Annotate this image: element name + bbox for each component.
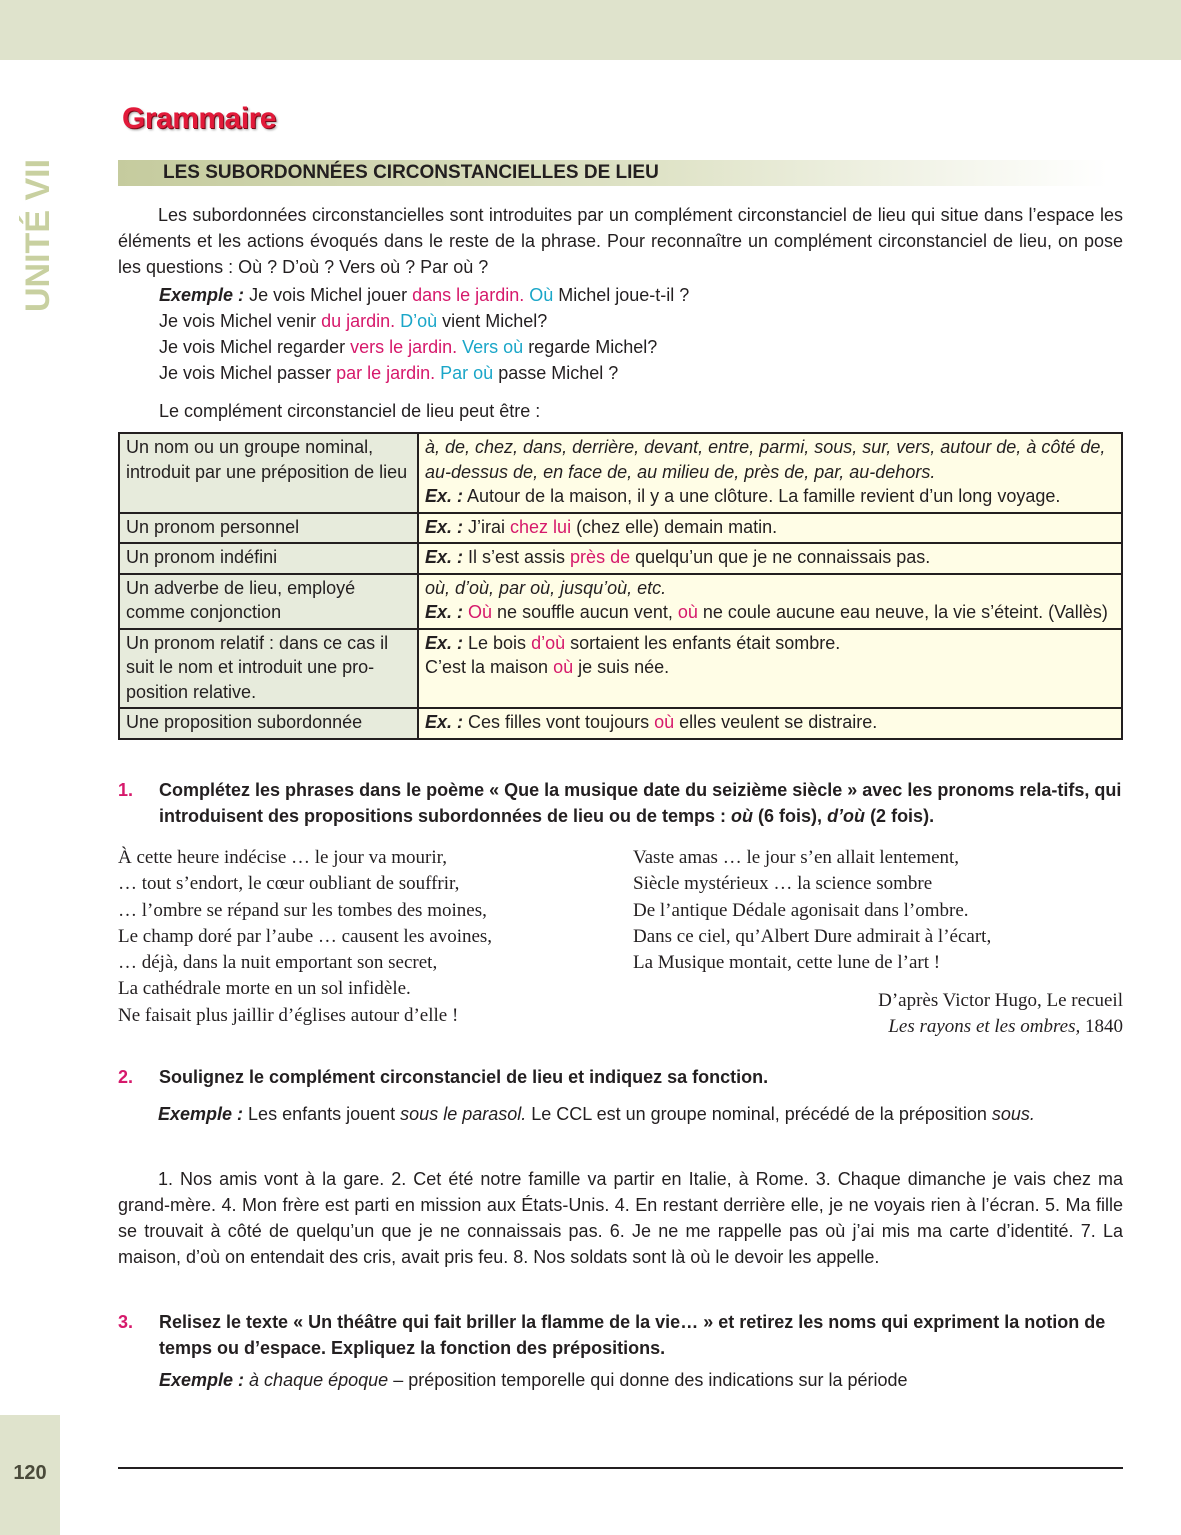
example-text: passe Michel ? xyxy=(493,363,619,383)
row-label: Un pronom relatif : dans ce cas il suit le nom et introduit une pro-position relative. xyxy=(119,629,418,709)
poem-line: Ne faisait plus jaillir d’églises autour d’elle ! xyxy=(118,1004,459,1026)
ex-highlight: d’où xyxy=(531,632,566,653)
ex-text: Ces filles vont toujours xyxy=(463,712,655,732)
row-content xyxy=(418,629,1122,709)
poem-line: … déjà, dans la nuit emportant son secret, xyxy=(118,952,438,974)
table-row xyxy=(119,513,1122,544)
poem-line: … tout s’endort, le cœur oubliant de souffrir, xyxy=(118,873,460,895)
ex-label: Ex. : xyxy=(425,602,464,622)
poem-line: La Musique montait, cette lune de l’art ! xyxy=(633,952,941,974)
example-text: Je vois Michel regarder xyxy=(159,337,351,357)
poem-line: Le champ doré par l’aube … causent les avoines, xyxy=(118,925,493,947)
example-question: Où xyxy=(529,285,554,305)
poem-line: La cathédrale morte en un sol infidèle. xyxy=(118,978,411,1000)
table-row xyxy=(119,543,1122,574)
q2-exercise-body: 1. Nos amis vont à la gare. 2. Cet été notre famille va partir en Italie, à Rome. 3. Chaque dimanche je vais chez ma grand-mère. 4. Mon frère est parti en mission aux États-Unis. 4. En restant derrière elle, je ne voyais rien à l’écran. 5. Ma fille se trouvait à côté de quelqu’un que je ne connaissais pas. 6. Je ne me rappelle pas où j’ai mis ma carte d’identité. 7. La maison, d’où on entendait des cris, avait pris feu. 8. Nos soldats sont là où le devoir les appelle. xyxy=(118,1169,1123,1267)
ex-label: Ex. : xyxy=(425,486,464,506)
ex-label: Ex. : xyxy=(425,632,464,653)
example-highlight: vers le jardin. xyxy=(350,337,458,357)
ex-text: sortaient les enfants était sombre. xyxy=(565,632,841,653)
ex-label: Exemple : xyxy=(159,1370,245,1390)
example-line xyxy=(159,282,689,308)
example-question: Par où xyxy=(440,363,494,383)
table-intro: Le complément circonstanciel de lieu peut être : xyxy=(159,401,541,421)
table-row xyxy=(119,433,1122,513)
row-label: Un pronom indéfini xyxy=(119,543,418,574)
ex-italic: sous le parasol. xyxy=(400,1104,527,1124)
ex-text: C’est la maison xyxy=(425,657,554,677)
ex-label: Ex. : xyxy=(425,516,464,537)
ex-highlight: où xyxy=(677,602,698,622)
ex-text: Le bois xyxy=(463,632,532,653)
bottom-rule xyxy=(118,1467,1123,1469)
row-label: Un pronom personnel xyxy=(119,513,418,544)
intro-paragraph: Les subordonnées circonstancielles sont introduites par un complément circonstanciel de lieu qui situe dans l’espace les éléments et les actions évoqués dans le reste de la phrase. Pour reconnaître un complément circonstanciel de lieu, on pose les questions : Où ? D’où ? Vers où ? Par où ? xyxy=(118,205,1123,277)
question-text: Soulignez le complément circonstanciel de lieu et indiquez sa fonction. xyxy=(159,1067,769,1087)
row-content xyxy=(418,543,1122,574)
poem-right-column xyxy=(633,845,991,976)
ex-italic: sous. xyxy=(991,1104,1035,1124)
example-question: Vers où xyxy=(462,337,524,357)
subheading-bar xyxy=(118,160,1108,186)
top-band xyxy=(0,0,1181,60)
examples-block xyxy=(159,282,689,386)
ex-text: Il s’est assis xyxy=(463,547,571,567)
row-content xyxy=(418,708,1122,739)
q2-example xyxy=(118,1101,1123,1127)
q1-mid: (6 fois), xyxy=(753,806,828,826)
question-number: 3. xyxy=(118,1312,134,1332)
poem-line: Dans ce ciel, qu’Albert Dure admirait à l’écart, xyxy=(633,925,992,947)
q1-text: Complétez les phrases dans le poème « Que la musique date du seizième siècle » avec les pronoms rela-tifs, qui introduisent des propositions subordonnées de lieu ou de temps : xyxy=(159,780,1122,826)
ex-label: Ex. : xyxy=(425,712,464,732)
row-label: Un nom ou un groupe nominal, introduit par une préposition de lieu xyxy=(119,433,418,513)
ex-text: – préposition temporelle qui donne des indications sur la période xyxy=(388,1370,908,1390)
ex-text: J’irai xyxy=(463,516,511,537)
row-label: Un adverbe de lieu, employé comme conjonction xyxy=(119,574,418,629)
ex-text: ne coule aucune eau neuve, la vie s’éteint. (Vallès) xyxy=(697,602,1108,622)
ex-text: ne souffle aucun vent, xyxy=(492,602,678,622)
ex-text: elles veulent se distraire. xyxy=(674,712,878,732)
attribution-work-line xyxy=(878,1014,1123,1040)
row-content xyxy=(418,513,1122,544)
ex-highlight: chez lui xyxy=(510,516,572,537)
table-row xyxy=(119,708,1122,739)
example-text: Je vois Michel passer xyxy=(159,363,337,383)
attribution-work: Les rayons et les ombres, xyxy=(888,1016,1081,1037)
section-title: Grammaire xyxy=(122,102,276,135)
example-highlight: du jardin. xyxy=(321,311,396,331)
row-content xyxy=(418,574,1122,629)
ex-text: Autour de la maison, il y a une clôture. La famille revient d’un long voyage. xyxy=(463,486,1061,506)
ex-highlight: près de xyxy=(570,547,631,567)
preposition-list: à, de, chez, dans, derrière, devant, entre, parmi, sous, sur, vers, autour de, à côté de, au-dessus de, en face de, au milieu de, près de, par, au-dehors. xyxy=(425,437,1106,482)
example-text: Je vois Michel jouer xyxy=(249,285,413,305)
page-number: 120 xyxy=(13,1462,47,1484)
example-highlight: dans le jardin. xyxy=(412,285,525,305)
ex-highlight: où xyxy=(654,712,675,732)
q3-example xyxy=(159,1367,1123,1393)
question-text: Relisez le texte « Un théâtre qui fait briller la flamme de la vie… » et retirez les noms qui expriment la notion de temps ou d’espace. Expliquez la fonction des prépositions. xyxy=(159,1312,1106,1358)
example-question: D’où xyxy=(400,311,438,331)
q1-end: (2 fois). xyxy=(865,806,935,826)
poem-line: Vaste amas … le jour s’en allait lentement, xyxy=(633,847,960,868)
attribution-author: D’après Victor Hugo, Le recueil xyxy=(878,990,1123,1011)
table-row xyxy=(119,574,1122,629)
question-3 xyxy=(118,1309,1123,1361)
row-label: Une proposition subordonnée xyxy=(119,708,418,739)
grammar-table xyxy=(118,432,1123,740)
row-content xyxy=(418,433,1122,513)
poem-attribution xyxy=(878,988,1123,1040)
ex-highlight: où xyxy=(553,657,574,677)
example-text: regarde Michel? xyxy=(523,337,658,357)
poem-line: Siècle mystérieux … la science sombre xyxy=(633,873,933,895)
adverb-list: où, d’où, par où, jusqu’où, etc. xyxy=(425,577,667,598)
ex-highlight: Où xyxy=(468,602,493,622)
ex-text: Le CCL est un groupe nominal, précédé de la préposition xyxy=(526,1104,992,1124)
question-text xyxy=(159,777,1123,829)
ex-text: je suis née. xyxy=(573,657,670,677)
poem-line: De l’antique Dédale agonisait dans l’ombre. xyxy=(633,899,969,921)
ex-text: (chez elle) demain matin. xyxy=(571,516,778,537)
question-1 xyxy=(118,777,1123,829)
example-text: Michel joue-t-il ? xyxy=(553,285,690,305)
table-row xyxy=(119,629,1122,709)
q1-ou: où xyxy=(731,806,754,826)
example-text: vient Michel? xyxy=(437,311,548,331)
subheading-text: LES SUBORDONNÉES CIRCONSTANCIELLES DE LIEU xyxy=(163,162,659,183)
example-text: Je vois Michel venir xyxy=(159,311,322,331)
question-number: 1. xyxy=(118,780,134,800)
poem-line: … l’ombre se répand sur les tombes des moines, xyxy=(118,899,487,921)
example-highlight: par le jardin. xyxy=(336,363,436,383)
example-label: Exemple : xyxy=(159,285,245,305)
attribution-year: 1840 xyxy=(1080,1016,1123,1037)
example-line xyxy=(159,308,689,334)
ex-italic: à chaque époque xyxy=(244,1370,389,1390)
poem-line: À cette heure indécise … le jour va mourir, xyxy=(118,847,447,868)
unit-label: UNITÉ VII xyxy=(19,158,57,312)
question-number: 2. xyxy=(118,1067,134,1087)
question-2 xyxy=(118,1064,1123,1090)
ex-label: Ex. : xyxy=(425,547,464,567)
ex-text: Les enfants jouent xyxy=(243,1104,401,1124)
ex-text: quelqu’un que je ne connaissais pas. xyxy=(630,547,931,567)
example-line xyxy=(159,334,689,360)
poem-left-column xyxy=(118,845,492,1029)
ex-label: Exemple : xyxy=(158,1104,244,1124)
q1-dou: d’où xyxy=(827,806,866,826)
example-line xyxy=(159,360,689,386)
